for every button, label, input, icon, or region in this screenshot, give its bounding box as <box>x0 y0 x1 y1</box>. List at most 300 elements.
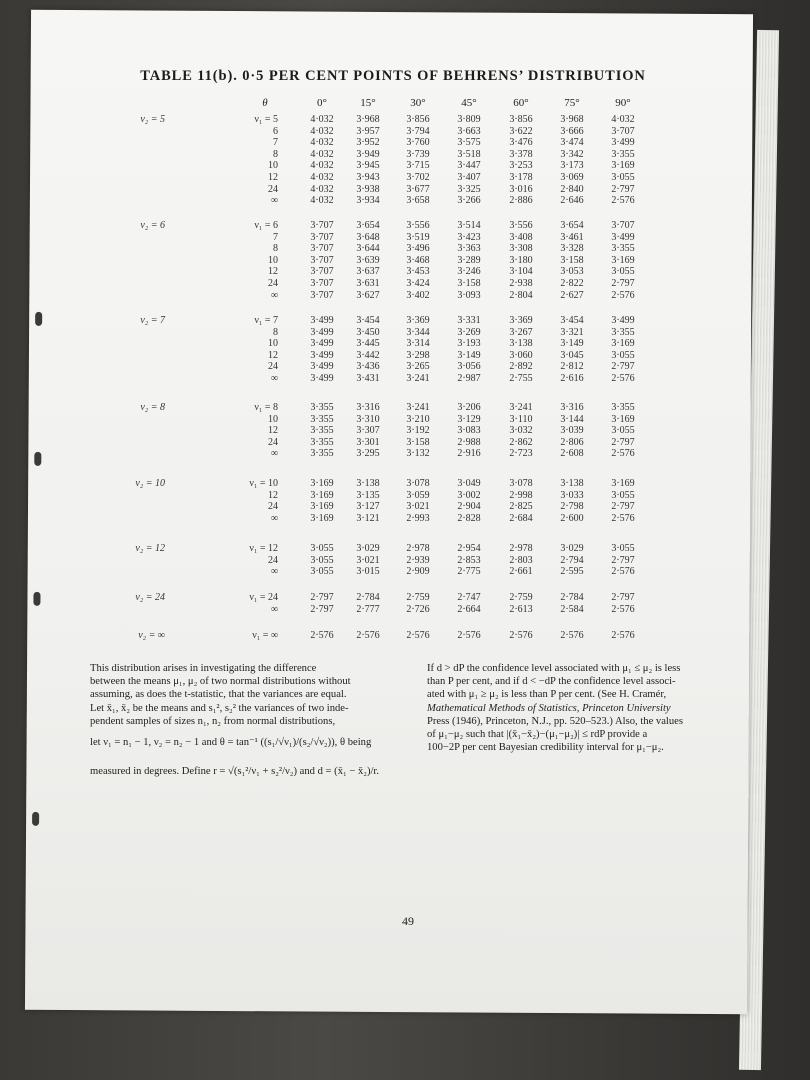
table-cell: 3·169 <box>310 489 334 501</box>
table-cell: 2·759 <box>406 592 430 603</box>
table-cell: 3·707 <box>611 220 635 231</box>
table-cell: 3·132 <box>406 448 430 460</box>
angle-column-header: 45° <box>461 97 477 109</box>
nu1-label: ∞ <box>270 448 278 460</box>
table-cell: 3·104 <box>509 266 533 278</box>
table-cell: 3·316 <box>356 402 380 413</box>
table-cell: 2·828 <box>457 512 481 524</box>
table-cell: 3·499 <box>310 349 334 361</box>
table-cell: 2·576 <box>611 289 635 301</box>
table-cell: 2·684 <box>509 512 533 524</box>
table-cell: 2·664 <box>457 603 481 615</box>
table-cell: 3·193 <box>457 338 481 350</box>
table-cell: 3·499 <box>611 137 635 149</box>
table-cell: 2·584 <box>560 603 584 615</box>
table-cell: 2·576 <box>611 373 635 384</box>
table-cell: 3·496 <box>406 243 430 255</box>
right-text-line: ated with μ₁ ≥ μ₂ is less than P per cent. (See H. Cramér, <box>427 689 667 701</box>
nu1-label: ∞ <box>270 289 278 301</box>
table-cell: 3·342 <box>560 148 584 160</box>
theta-column-label: θ <box>262 97 268 109</box>
table-cell: 3·654 <box>356 220 380 231</box>
nu1-label: 8 <box>273 326 278 338</box>
table-cell: 3·369 <box>406 315 430 326</box>
table-cell: 3·049 <box>457 478 481 489</box>
nu1-label: ν₁ = 6 <box>254 220 278 231</box>
table-cell: 2·804 <box>509 289 533 301</box>
table-cell: 3·631 <box>356 278 380 289</box>
table-cell: 3·093 <box>457 289 481 301</box>
table-cell: 2·797 <box>611 592 635 603</box>
table-cell: 2·661 <box>509 566 533 578</box>
table-cell: 2·904 <box>457 501 481 513</box>
table-cell: 3·078 <box>509 478 533 489</box>
table-cell: 3·210 <box>406 413 430 425</box>
table-cell: 3·059 <box>406 489 430 501</box>
nu2-label: ν₂ = ∞ <box>138 630 165 641</box>
table-cell: 2·576 <box>356 630 380 641</box>
table-cell: 3·943 <box>356 172 380 183</box>
table-cell: 3·945 <box>356 160 380 172</box>
table-cell: 3·499 <box>310 373 334 384</box>
table-cell: 2·608 <box>560 448 584 460</box>
angle-column-header: 90° <box>615 97 631 109</box>
nu1-label: 24 <box>268 183 278 195</box>
table-cell: 3·639 <box>356 254 380 266</box>
table-cell: 3·408 <box>509 231 533 243</box>
table-cell: 3·445 <box>356 338 380 350</box>
table-cell: 3·169 <box>310 478 334 489</box>
table-cell: 2·825 <box>509 501 533 513</box>
table-cell: 3·169 <box>310 501 334 513</box>
table-cell: 3·355 <box>310 448 334 460</box>
table-cell: 3·442 <box>356 349 380 361</box>
table-cell: 3·476 <box>509 137 533 149</box>
table-cell: 3·180 <box>509 254 533 266</box>
angle-column-header: 75° <box>564 97 580 109</box>
left-text-line: let ν₁ = n₁ − 1, ν₂ = n₂ − 1 and θ = tan⁻¹ ((s₁/√ν₁)/(s₂/√ν₂)), θ being <box>90 737 372 749</box>
table-cell: 3·760 <box>406 137 430 149</box>
table-cell: 3·715 <box>406 160 430 172</box>
nu1-label: ∞ <box>270 603 278 615</box>
table-cell: 4·032 <box>310 137 334 149</box>
table-cell: 3·310 <box>356 413 380 425</box>
nu1-label: 12 <box>268 489 278 501</box>
table-cell: 2·797 <box>310 603 334 615</box>
table-cell: 2·576 <box>611 448 635 460</box>
table-cell: 3·029 <box>356 543 380 554</box>
table-cell: 2·576 <box>310 630 334 641</box>
table-cell: 2·627 <box>560 289 584 301</box>
table-cell: 3·707 <box>310 231 334 243</box>
table-cell: 3·355 <box>611 243 635 255</box>
nu1-label: ν₁ = 5 <box>254 114 278 125</box>
table-cell: 2·600 <box>560 512 584 524</box>
table-cell: 3·658 <box>406 195 430 207</box>
table-cell: 3·453 <box>406 266 430 278</box>
table-cell: 4·032 <box>611 114 635 125</box>
table-cell: 3·307 <box>356 425 380 437</box>
table-cell: 3·055 <box>310 554 334 566</box>
table-cell: 4·032 <box>310 160 334 172</box>
table-cell: 3·021 <box>406 501 430 513</box>
table-cell: 2·576 <box>611 630 635 641</box>
table-cell: 2·853 <box>457 554 481 566</box>
table-cell: 4·032 <box>310 114 334 125</box>
table-cell: 3·241 <box>406 373 430 384</box>
nu1-label: 24 <box>268 361 278 373</box>
table-cell: 3·957 <box>356 125 380 137</box>
nu1-label: 7 <box>273 137 278 149</box>
nu2-label: ν₂ = 7 <box>140 315 165 326</box>
nu1-label: ν₁ = 8 <box>254 402 278 413</box>
table-cell: 3·267 <box>509 326 533 338</box>
table-cell: 3·436 <box>356 361 380 373</box>
right-explanation <box>427 662 743 754</box>
table-cell: 3·474 <box>560 137 584 149</box>
table-cell: 2·723 <box>509 448 533 460</box>
table-cell: 3·253 <box>509 160 533 172</box>
table-cell: 3·053 <box>560 266 584 278</box>
binding-hole <box>33 592 40 606</box>
table-cell: 3·407 <box>457 172 481 183</box>
table-cell: 2·576 <box>406 630 430 641</box>
table-cell: 3·450 <box>356 326 380 338</box>
table-cell: 3·556 <box>406 220 430 231</box>
table-cell: 3·622 <box>509 125 533 137</box>
nu1-label: 12 <box>268 349 278 361</box>
right-text-line: 100−2P per cent Bayesian credibility interval for μ₁−μ₂. <box>427 742 664 754</box>
table-cell: 2·797 <box>611 436 635 448</box>
table-cell: 3·158 <box>560 254 584 266</box>
table-cell: 2·797 <box>611 278 635 289</box>
nu1-label: 10 <box>268 413 278 425</box>
table-cell: 2·978 <box>406 543 430 554</box>
table-cell: 3·029 <box>560 543 584 554</box>
left-text-line: Let x̄₁, x̄₂ be the means and s₁², s₂² the variances of two inde- <box>90 702 349 714</box>
table-cell: 3·301 <box>356 436 380 448</box>
table-cell: 4·032 <box>310 183 334 195</box>
angle-column-header: 60° <box>513 97 529 109</box>
table-cell: 3·246 <box>457 266 481 278</box>
table-cell: 3·055 <box>611 543 635 554</box>
table-cell: 3·269 <box>457 326 481 338</box>
table-cell: 3·021 <box>356 554 380 566</box>
table-cell: 3·015 <box>356 566 380 578</box>
table-cell: 2·784 <box>560 592 584 603</box>
table-cell: 3·707 <box>310 220 334 231</box>
table-cell: 3·055 <box>611 489 635 501</box>
table-cell: 3·069 <box>560 172 584 183</box>
table-cell: 3·468 <box>406 254 430 266</box>
left-text-line: This distribution arises in investigating the difference <box>90 663 317 674</box>
table-cell: 3·169 <box>611 160 635 172</box>
table-cell: 3·355 <box>310 425 334 437</box>
left-text-line: assuming, as does the t-statistic, that the variances are equal. <box>90 689 347 701</box>
table-cell: 3·298 <box>406 349 430 361</box>
table-cell: 3·518 <box>457 148 481 160</box>
table-cell: 2·797 <box>611 554 635 566</box>
binding-hole <box>34 452 41 466</box>
nu1-label: 8 <box>273 243 278 255</box>
nu1-label: 24 <box>268 554 278 566</box>
table-cell: 3·138 <box>560 478 584 489</box>
table-cell: 3·809 <box>457 114 481 125</box>
table-cell: 3·055 <box>310 543 334 554</box>
table-cell: 3·355 <box>310 436 334 448</box>
table-cell: 3·266 <box>457 195 481 207</box>
table-cell: 2·726 <box>406 603 430 615</box>
table-cell: 3·032 <box>509 425 533 437</box>
nu1-label: ∞ <box>270 373 278 384</box>
table-cell: 3·002 <box>457 489 481 501</box>
table-cell: 3·499 <box>310 315 334 326</box>
table-cell: 3·575 <box>457 137 481 149</box>
table-cell: 2·998 <box>509 489 533 501</box>
page-number: 49 <box>402 914 414 928</box>
table-cell: 3·045 <box>560 349 584 361</box>
nu1-label: ν₁ = 12 <box>249 543 278 554</box>
right-text-line: Press (1946), Princeton, N.J., pp. 520–523.) Also, the values <box>427 715 683 727</box>
table-cell: 2·616 <box>560 373 584 384</box>
table-cell: 3·378 <box>509 148 533 160</box>
nu1-label: 12 <box>268 172 278 183</box>
table-cell: 3·952 <box>356 137 380 149</box>
table-cell: 2·759 <box>509 592 533 603</box>
table-cell: 2·595 <box>560 566 584 578</box>
left-text-line: between the means μ₁, μ₂ of two normal distributions without <box>90 676 351 688</box>
table-cell: 3·241 <box>509 402 533 413</box>
nu1-label: ∞ <box>270 512 278 524</box>
table-cell: 4·032 <box>310 148 334 160</box>
table-cell: 2·576 <box>457 630 481 641</box>
table-cell: 3·314 <box>406 338 430 350</box>
table-cell: 2·794 <box>560 554 584 566</box>
table-cell: 2·576 <box>611 566 635 578</box>
table-cell: 3·423 <box>457 231 481 243</box>
table-cell: 2·576 <box>509 630 533 641</box>
table-cell: 3·968 <box>356 114 380 125</box>
table-cell: 2·954 <box>457 543 481 554</box>
table-cell: 2·747 <box>457 592 481 603</box>
table-cell: 3·121 <box>356 512 380 524</box>
table-cell: 3·241 <box>406 402 430 413</box>
table-cell: 3·461 <box>560 231 584 243</box>
nu1-label: 12 <box>268 266 278 278</box>
table-cell: 2·993 <box>406 512 430 524</box>
table-cell: 3·856 <box>509 114 533 125</box>
nu1-label: ν₁ = 7 <box>254 315 278 326</box>
left-explanation <box>90 662 402 778</box>
table-cell: 3·934 <box>356 195 380 207</box>
table-cell: 4·032 <box>310 125 334 137</box>
nu1-label: 24 <box>268 501 278 513</box>
table-cell: 3·707 <box>310 289 334 301</box>
table-cell: 2·646 <box>560 195 584 207</box>
table-cell: 3·637 <box>356 266 380 278</box>
table-cell: 3·056 <box>457 361 481 373</box>
nu2-label: ν₂ = 8 <box>140 402 165 413</box>
table-cell: 2·798 <box>560 501 584 513</box>
table-cell: 3·644 <box>356 243 380 255</box>
table-cell: 2·988 <box>457 436 481 448</box>
table-cell: 3·677 <box>406 183 430 195</box>
table-cell: 4·032 <box>310 172 334 183</box>
table-cell: 3·447 <box>457 160 481 172</box>
table-cell: 3·344 <box>406 326 430 338</box>
table-cell: 2·784 <box>356 592 380 603</box>
table-cell: 3·289 <box>457 254 481 266</box>
table-cell: 3·149 <box>560 338 584 350</box>
table-cell: 3·265 <box>406 361 430 373</box>
table-cell: 2·777 <box>356 603 380 615</box>
table-cell: 3·055 <box>611 266 635 278</box>
table-cell: 3·648 <box>356 231 380 243</box>
angle-column-header: 30° <box>410 97 426 109</box>
table-cell: 4·032 <box>310 195 334 207</box>
table-cell: 3·556 <box>509 220 533 231</box>
binding-hole <box>32 812 39 826</box>
table-cell: 2·978 <box>509 543 533 554</box>
nu2-label: ν₂ = 6 <box>140 220 165 231</box>
table-cell: 2·840 <box>560 183 584 195</box>
table-cell: 3·363 <box>457 243 481 255</box>
table-cell: 3·169 <box>611 413 635 425</box>
nu1-label: 10 <box>268 338 278 350</box>
table-cell: 3·663 <box>457 125 481 137</box>
table-cell: 3·424 <box>406 278 430 289</box>
table-cell: 2·576 <box>611 195 635 207</box>
table-cell: 3·135 <box>356 489 380 501</box>
table-cell: 3·702 <box>406 172 430 183</box>
table-cell: 3·856 <box>406 114 430 125</box>
table-cell: 3·938 <box>356 183 380 195</box>
table-cell: 3·149 <box>457 349 481 361</box>
table-cell: 3·295 <box>356 448 380 460</box>
table-cell: 3·308 <box>509 243 533 255</box>
table-cell: 3·055 <box>310 566 334 578</box>
table-cell: 2·755 <box>509 373 533 384</box>
right-text-line: than P per cent, and if d < −dP the confidence level associ- <box>427 676 676 688</box>
table-cell: 3·127 <box>356 501 380 513</box>
table-cell: 2·806 <box>560 436 584 448</box>
table-cell: 3·016 <box>509 183 533 195</box>
table-cell: 3·055 <box>611 349 635 361</box>
table-cell: 3·514 <box>457 220 481 231</box>
nu1-label: 12 <box>268 425 278 437</box>
table-cell: 2·576 <box>611 512 635 524</box>
table-cell: 3·173 <box>560 160 584 172</box>
table-cell: 3·033 <box>560 489 584 501</box>
table-cell: 3·355 <box>310 413 334 425</box>
table-cell: 3·794 <box>406 125 430 137</box>
right-text-line: If d > dP the confidence level associated with μ₁ ≤ μ₂ is less <box>427 663 681 674</box>
table-cell: 2·938 <box>509 278 533 289</box>
table-cell: 3·039 <box>560 425 584 437</box>
table-cell: 2·797 <box>310 592 334 603</box>
nu2-label: ν₂ = 12 <box>135 543 165 554</box>
table-cell: 3·110 <box>509 413 533 425</box>
table-cell: 3·654 <box>560 220 584 231</box>
table-cell: 3·158 <box>457 278 481 289</box>
table-cell: 2·797 <box>611 361 635 373</box>
table-cell: 3·055 <box>611 425 635 437</box>
table-cell: 3·431 <box>356 373 380 384</box>
table-cell: 3·316 <box>560 402 584 413</box>
table-cell: 2·909 <box>406 566 430 578</box>
right-text-line: Mathematical Methods of Statistics, Princeton University <box>427 702 671 714</box>
table-cell: 3·355 <box>611 326 635 338</box>
table-cell: 3·369 <box>509 315 533 326</box>
nu1-label: 6 <box>273 125 278 137</box>
table-cell: 2·576 <box>611 603 635 615</box>
table-cell: 3·138 <box>509 338 533 350</box>
table-cell: 2·916 <box>457 448 481 460</box>
table-cell: 3·169 <box>611 478 635 489</box>
nu1-label: ∞ <box>270 566 278 578</box>
table-cell: 2·613 <box>509 603 533 615</box>
table-cell: 3·499 <box>310 326 334 338</box>
table-cell: 3·707 <box>310 278 334 289</box>
nu1-label: 24 <box>268 278 278 289</box>
table-cell: 3·083 <box>457 425 481 437</box>
nu1-label: ν₁ = 10 <box>249 478 278 489</box>
table-cell: 2·803 <box>509 554 533 566</box>
table-cell: 2·892 <box>509 361 533 373</box>
table-cell: 3·321 <box>560 326 584 338</box>
table-cell: 2·822 <box>560 278 584 289</box>
table-cell: 3·499 <box>611 231 635 243</box>
table-cell: 3·707 <box>611 125 635 137</box>
right-text-line: of μ₁−μ₂ such that |(x̄₁−x̄₂)−(μ₁−μ₂)| ≤ rdP provide a <box>427 729 648 741</box>
table-cell: 3·454 <box>560 315 584 326</box>
table-cell: 2·576 <box>560 630 584 641</box>
table-cell: 3·627 <box>356 289 380 301</box>
nu1-label: 7 <box>273 231 278 243</box>
table-cell: 2·812 <box>560 361 584 373</box>
table-cell: 3·739 <box>406 148 430 160</box>
nu2-label: ν₂ = 5 <box>140 114 165 125</box>
table-cell: 3·169 <box>310 512 334 524</box>
table-cell: 3·169 <box>611 338 635 350</box>
table-cell: 3·158 <box>406 436 430 448</box>
nu1-label: 8 <box>273 148 278 160</box>
table-cell: 3·325 <box>457 183 481 195</box>
table-cell: 3·519 <box>406 231 430 243</box>
table-cell: 2·987 <box>457 373 481 384</box>
table-cell: 3·355 <box>611 148 635 160</box>
table-cell: 3·499 <box>310 338 334 350</box>
table-cell: 3·499 <box>611 315 635 326</box>
angle-column-header: 0° <box>317 97 327 109</box>
table-cell: 3·144 <box>560 413 584 425</box>
table-cell: 2·939 <box>406 554 430 566</box>
table-cell: 3·328 <box>560 243 584 255</box>
left-text-line: measured in degrees. Define r = √(s₁²/ν₁ + s₂²/ν₂) and d = (x̄₁ − x̄₂)/r. <box>90 766 380 778</box>
table-cell: 2·862 <box>509 436 533 448</box>
table-cell: 3·055 <box>611 172 635 183</box>
table-cell: 3·169 <box>611 254 635 266</box>
nu1-label: ν₁ = 24 <box>249 592 278 603</box>
table-cell: 3·331 <box>457 315 481 326</box>
table-cell: 3·949 <box>356 148 380 160</box>
nu2-label: ν₂ = 24 <box>135 592 165 603</box>
table-cell: 3·355 <box>611 402 635 413</box>
table-cell: 3·355 <box>310 402 334 413</box>
nu1-label: 24 <box>268 436 278 448</box>
table-cell: 3·206 <box>457 402 481 413</box>
table-cell: 3·138 <box>356 478 380 489</box>
